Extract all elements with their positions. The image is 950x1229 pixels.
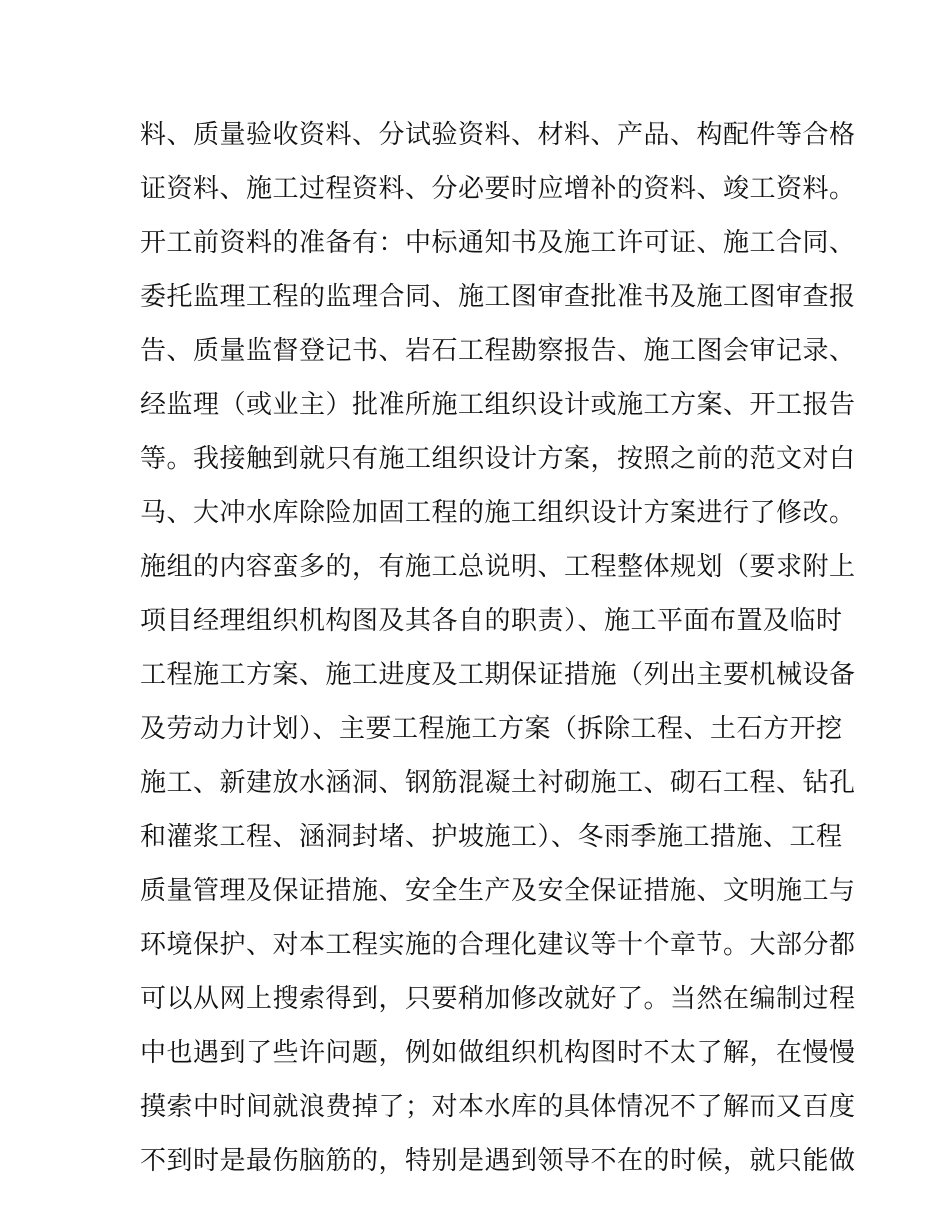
text-line: 证资料、施工过程资料、分必要时应增补的资料、竣工资料。	[140, 174, 856, 204]
body-text	[140, 108, 856, 1188]
text-line: 经监理（或业主）批准所施工组织设计或施工方案、开工报告	[140, 390, 856, 420]
text-line: 告、质量监督登记书、岩石工程勘察报告、施工图会审记录、	[140, 336, 856, 366]
text-line: 中也遇到了些许问题，例如做组织机构图时不太了解，在慢慢	[140, 1038, 856, 1068]
text-line: 环境保护、对本工程实施的合理化建议等十个章节。大部分都	[140, 930, 856, 960]
text-line: 施工、新建放水涵洞、钢筋混凝土衬砌施工、砌石工程、钻孔	[140, 768, 856, 798]
text-line: 开工前资料的准备有：中标通知书及施工许可证、施工合同、	[140, 228, 856, 258]
text-line: 工程施工方案、施工进度及工期保证措施（列出主要机械设备	[140, 660, 856, 690]
text-line: 委托监理工程的监理合同、施工图审查批准书及施工图审查报	[140, 282, 856, 312]
text-line: 摸索中时间就浪费掉了；对本水库的具体情况不了解而又百度	[140, 1092, 856, 1122]
text-line: 施组的内容蛮多的，有施工总说明、工程整体规划（要求附上	[140, 552, 856, 582]
text-line: 项目经理组织机构图及其各自的职责）、施工平面布置及临时	[140, 606, 843, 636]
text-line: 及劳动力计划）、主要工程施工方案（拆除工程、土石方开挖	[140, 714, 843, 744]
text-line: 马、大冲水库除险加固工程的施工组织设计方案进行了修改。	[140, 498, 856, 528]
text-line: 不到时是最伤脑筋的，特别是遇到领导不在的时候，就只能做	[140, 1146, 856, 1176]
text-line: 和灌浆工程、涵洞封堵、护坡施工）、冬雨季施工措施、工程	[140, 822, 843, 852]
text-line: 可以从网上搜索得到，只要稍加修改就好了。当然在编制过程	[140, 984, 856, 1014]
text-line: 料、质量验收资料、分试验资料、材料、产品、构配件等合格	[140, 120, 856, 150]
text-line: 质量管理及保证措施、安全生产及安全保证措施、文明施工与	[140, 876, 856, 906]
text-line: 等。我接触到就只有施工组织设计方案，按照之前的范文对白	[140, 444, 856, 474]
